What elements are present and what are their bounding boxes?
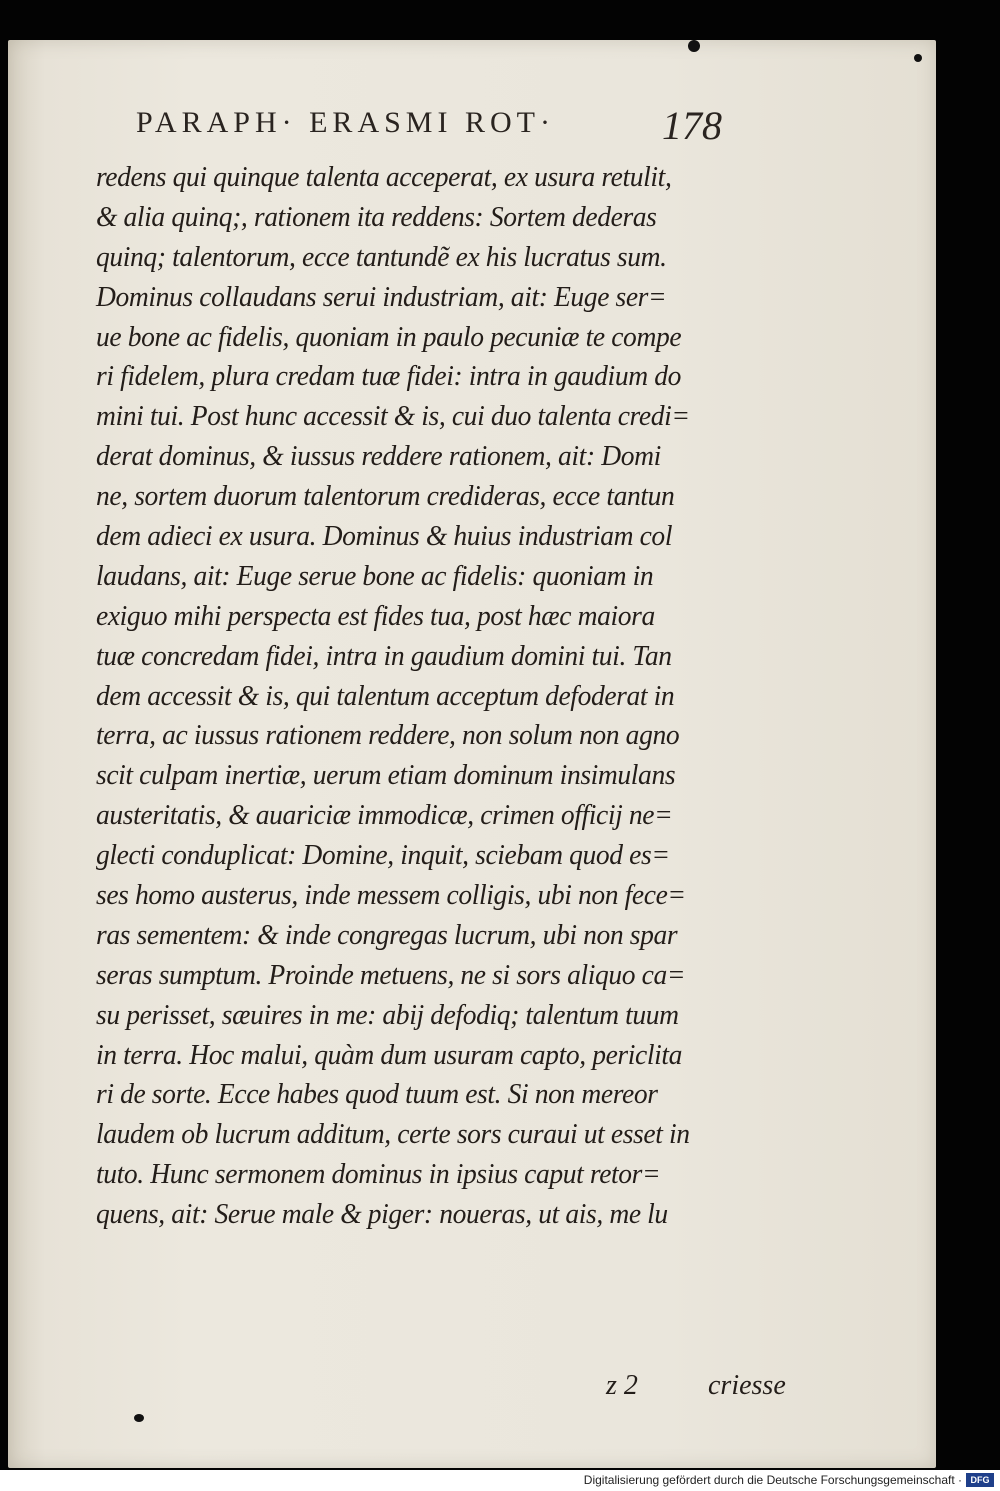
text-line: scit culpam inertiæ, uerum etiam dominum insimulans xyxy=(96,760,676,792)
book-page xyxy=(8,40,936,1468)
ink-spot xyxy=(914,54,922,62)
signature-mark: z 2 xyxy=(606,1370,638,1401)
text-line: austeritatis, & auariciæ immodicæ, crimen officij ne= xyxy=(96,800,673,832)
text-line: dem accessit & is, qui talentum acceptum defoderat in xyxy=(96,680,675,712)
text-body xyxy=(96,158,786,1401)
text-line: su perisset, sæuires in me: abij defodiq; talentum tuum xyxy=(96,999,679,1031)
text-line: terra, ac iussus rationem reddere, non solum non agno xyxy=(96,720,680,752)
text-line: dem adieci ex usura. Dominus & huius industriam col xyxy=(96,521,673,553)
credit-bar xyxy=(0,1470,1000,1491)
text-line: ri fidelem, plura credam tuæ fidei: intra in gaudium do xyxy=(96,361,681,393)
text-line: redens qui quinque talenta acceperat, ex usura retulit, xyxy=(96,162,672,193)
text-line: laudans, ait: Euge serue bone ac fidelis: quoniam in xyxy=(96,560,654,592)
text-line: & alia quinq;, rationem ita reddens: Sortem dederas xyxy=(96,201,657,233)
text-line: derat dominus, & iussus reddere rationem, ait: Domi xyxy=(96,441,661,473)
running-head xyxy=(136,102,736,152)
running-title: PARAPH· ERASMI ROT· xyxy=(136,106,555,139)
text-line: mini tui. Post hunc accessit & is, cui duo talenta credi= xyxy=(96,401,690,433)
ink-spot xyxy=(134,1414,144,1422)
text-line: exiguo mihi perspecta est fides tua, post hæc maiora xyxy=(96,600,655,632)
text-line: laudem ob lucrum additum, certe sors curaui ut esset in xyxy=(96,1119,690,1151)
text-line: seras sumptum. Proinde metuens, ne si sors aliquo ca= xyxy=(96,959,686,991)
text-line: ses homo austerus, inde messem colligis, ubi non fece= xyxy=(96,880,686,912)
text-line: ras sementem: & inde congregas lucrum, ubi non spar xyxy=(96,919,678,951)
catchword: criesse xyxy=(708,1370,786,1401)
text-line: quinq; talentorum, ecce tantundẽ ex his lucratus sum. xyxy=(96,241,667,273)
text-line: ri de sorte. Ecce habes quod tuum est. Si non mereor xyxy=(96,1079,658,1111)
text-line: quens, ait: Serue male & piger: noueras, ut ais, me lu xyxy=(96,1199,668,1231)
text-line: glecti conduplicat: Domine, inquit, sciebam quod es= xyxy=(96,840,670,872)
ink-spot xyxy=(688,40,700,52)
text-line: ue bone ac fidelis, quoniam in paulo pecuniæ te compe xyxy=(96,321,682,353)
text-line: tuto. Hunc sermonem dominus in ipsius caput retor= xyxy=(96,1159,661,1191)
page-footer xyxy=(96,1370,786,1410)
text-line: Dominus collaudans serui industriam, ait: Euge ser= xyxy=(96,281,667,313)
dfg-logo[interactable]: DFG xyxy=(966,1473,994,1487)
text-line: tuæ concredam fidei, intra in gaudium domini tui. Tan xyxy=(96,640,672,672)
text-line: in terra. Hoc malui, quàm dum usuram capto, periclita xyxy=(96,1039,683,1071)
page-number: 178 xyxy=(662,103,722,148)
text-line: ne, sortem duorum talentorum credideras, ecce tantun xyxy=(96,481,675,513)
credit-text: Digitalisierung gefördert durch die Deutsche Forschungsgemeinschaft · xyxy=(583,1473,962,1487)
